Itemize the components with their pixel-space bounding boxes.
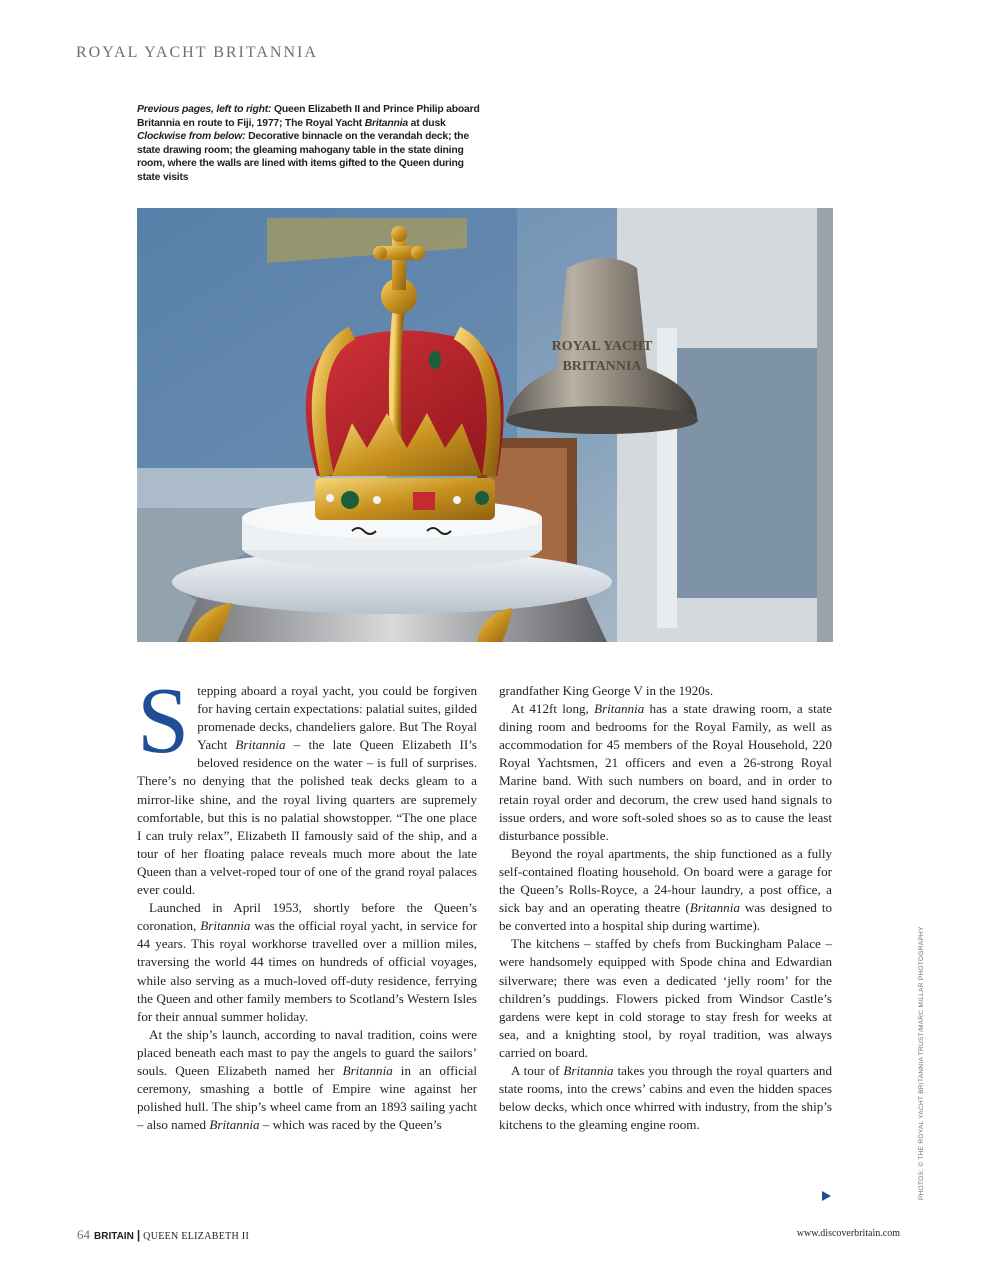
p2-text-a: Launched in April 1953, shortly before the Queen’s coronation, [137, 900, 477, 934]
p2-text-c: was the official royal yacht, in service for 44 years. This royal workhorse travelled over a million miles, traversing the world 44 times on hundreds of official voyages, while also serving as a much-loved off-duty residence, ferrying the Queen and other family members to Scotland’s Western Isles for their annual summer holiday. [137, 918, 477, 1024]
caption-lead-previous: Previous pages, left to right: [137, 104, 272, 115]
p5-text-c: has a state drawing room, a state dining room and bedrooms for the Royal Family, as well as accommodation for 45 members of the Royal Household, 220 Royal Yachtsmen, 21 officers and even a 26-strong Royal Marine band. With such numbers on board, and in order to retain royal order and decorum, the crew used hand signals to issue orders, and wore soft-soled shoes so as to cause the least disturbance possible. [499, 701, 832, 843]
p2-italic: Britannia [200, 918, 251, 934]
caption-end-previous: at dusk [407, 117, 446, 129]
p1-text-c: – the late Queen Elizabeth II’s beloved residence on the water – is full of surprises. There’s no denying that the polished teak decks gleam to a mirror-like shine, and the royal living quarters are supremely comfortable, but this is no palatial showstopper. “The one place I can truly relax”, Elizabeth II famously said of the ship, and a tour of her floating palace reveals much more about the late Queen than a velvet-roped tour of one of the grand royal palaces ever could. [137, 737, 477, 898]
article-paragraph-6 [499, 845, 832, 935]
footer-folio [77, 1227, 249, 1243]
p8-italic: Britannia [563, 1062, 614, 1078]
footer-url: www.discoverbritain.com [796, 1228, 900, 1239]
caption-text-previous: Queen Elizabeth II and Prince Philip aboard Britannia en route to Fiji, 1977; The Royal Yacht [137, 104, 480, 129]
p5-text-a: At 412ft long, [511, 701, 595, 717]
p8-text-c: takes you through the royal quarters and state rooms, into the crews’ cabins and even the hidden spaces below decks, which once whirred with industry, from the ship’s kitchens to the gleaming engine room. [499, 1062, 832, 1133]
magazine-brand: BRITAIN [94, 1231, 134, 1242]
caption-line-previous [137, 103, 487, 130]
binnacle-crown-illustration [137, 208, 833, 642]
p3-text-c: in an official ceremony, smashing a bottle of Empire wine against her polished hull. The ship’s wheel came from an 1893 sailing yacht – also named [137, 1062, 477, 1133]
footer-separator: | [136, 1228, 141, 1242]
caption-text-clockwise: Decorative binnacle on the verandah deck; the state drawing room; the gleaming mahogany table in the state dining room, where the walls are lined with items gifted to the Queen during state visits [137, 131, 469, 183]
p3-italic-1: Britannia [342, 1062, 393, 1078]
p3-text-a: At the ship’s launch, according to naval tradition, coins were placed beneath each mast to pay the angels to guard the sailors’ souls. Queen Elizabeth named her [137, 1026, 477, 1078]
article-paragraph-7: The kitchens – staffed by chefs from Buckingham Palace – were handsomely equipped with Spode china and Edwardian silverware; there was even a dedicated ‘jelly room’ for the children’s puddings. Flowers picked from Windsor Castle’s gardens were kept in cold storage to stay fresh for weeks at sea, and a knighting stool, by royal tradition, was always carried on board. [499, 936, 832, 1060]
photo-caption [137, 103, 487, 185]
article-paragraph-2 [137, 899, 477, 1026]
bell-inscription-top: ROYAL YACHT [551, 339, 653, 354]
bell-inscription-bottom: BRITANNIA [562, 359, 642, 374]
article-column-right [499, 682, 832, 1134]
page-number: 64 [77, 1227, 90, 1242]
caption-line-clockwise [137, 130, 487, 184]
p5-italic: Britannia [594, 701, 645, 717]
article-column-left [137, 669, 477, 1134]
article-paragraph-4: grandfather King George V in the 1920s. [499, 683, 714, 698]
p6-text-a: Beyond the royal apartments, the ship functioned as a fully self-contained floating household. On board were a garage for the Queen’s Rolls-Royce, a 24-hour laundry, a post office, a sick bay and an operating theatre ( [499, 845, 832, 916]
caption-italic-britannia: Britannia [364, 117, 408, 129]
article-paragraph-1 [137, 669, 477, 899]
issue-title: QUEEN ELIZABETH II [143, 1231, 250, 1242]
p1-text-a: tepping aboard a royal yacht, you could be forgiven for having certain expectations: palatial suites, gilded promenade decks, chandeliers galore. But The Royal Yacht [197, 683, 477, 753]
photo-credit: PHOTOS: © THE ROYAL YACHT BRITANNIA TRUST/MARC MILLAR PHOTOGRAPHY [918, 926, 925, 1200]
p6-text-c: was designed to be converted into a hospital ship during wartime). [499, 900, 833, 934]
p6-italic: Britannia [689, 900, 740, 916]
caption-lead-clockwise: Clockwise from below: [137, 131, 246, 143]
drop-cap: S [137, 669, 190, 773]
p1-italic: Britannia [235, 737, 286, 753]
p3-text-e: – which was raced by the Queen’s [259, 1117, 442, 1133]
article-paragraph-8 [499, 1062, 832, 1134]
p3-italic-2: Britannia [209, 1117, 260, 1133]
section-title: ROYAL YACHT BRITANNIA [76, 44, 318, 61]
binnacle-photo [137, 208, 833, 642]
p8-text-a: A tour of [511, 1062, 564, 1078]
continue-arrow-icon [822, 1191, 831, 1201]
article-paragraph-3 [137, 1026, 477, 1135]
article-paragraph-5 [499, 700, 832, 845]
